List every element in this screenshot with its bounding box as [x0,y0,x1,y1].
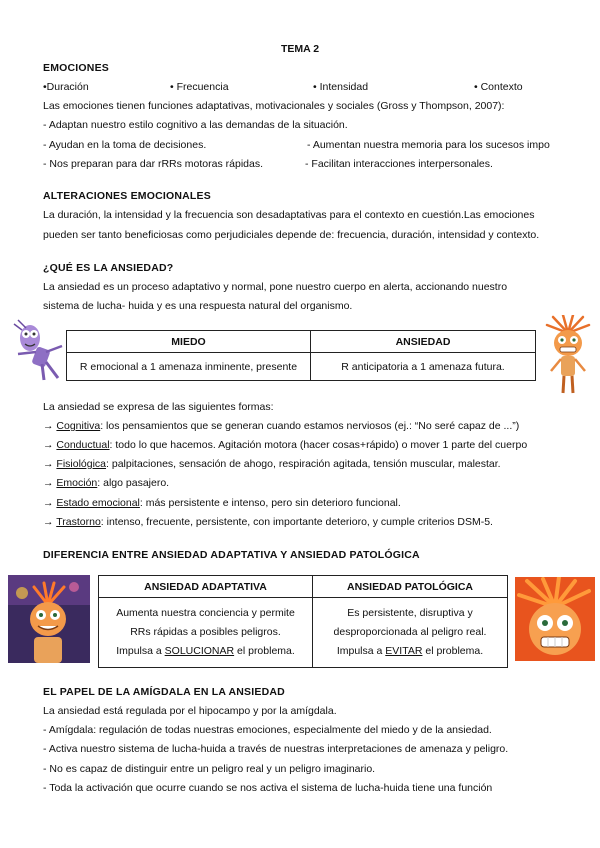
heading-diferencia: DIFERENCIA ENTRE ANSIEDAD ADAPTATIVA Y ANSIEDAD PATOLÓGICA [43,549,420,561]
cell-adaptativa [99,598,313,668]
amigdala-line-5: - Toda la activación que ocurre cuando se nos activa el sistema de lucha-huida tiene una función [43,782,493,794]
miedo-ansiedad-table [66,330,536,381]
adaptativa-line-3: Impulsa a SOLUCIONAR el problema. [116,645,295,657]
amigdala-line-3: - Activa nuestro sistema de lucha-huida a través de nuestras interpretaciones de amenaza y peligro. [43,743,509,755]
forma-item-fisiologica [43,455,501,474]
alteraciones-line-2: pueden ser tanto beneficiosas como perjudiciales depende de: frecuencia, duración, intensidad y contexto. [43,229,540,241]
forma-item-cognitiva [43,417,519,436]
emociones-line-2b: - Aumentan nuestra memoria para los sucesos impo [307,139,550,151]
anxiety-scene-image-left [8,575,90,663]
forma-item-estado-emocional [43,494,401,513]
arrow-icon: → [43,516,57,528]
ansiedad-line-1: La ansiedad es un proceso adaptativo y normal, pone nuestro cuerpo en alerta, accionando nuestro [43,281,508,293]
bullet-contexto: • Contexto [474,81,523,93]
cell-ansiedad: R anticipatoria a 1 amenaza futura. [311,353,536,381]
adaptativa-line-1: Aumenta nuestra conciencia y permite [116,607,295,619]
alteraciones-line-1: La duración, la intensidad y la frecuencia son desadaptativas para el contexto en cuestión.Las emociones [43,209,535,221]
arrow-icon: → [43,420,57,432]
forma-item-conductual [43,436,527,455]
arrow-icon: → [43,439,57,451]
page-title: TEMA 2 [280,43,320,55]
emociones-line-1: - Adaptan nuestro estilo cognitivo a las demandas de la situación. [43,119,348,131]
forma-desc: : intenso, frecuente, persistente, con importante deterioro, y cumple criterios DSM-5. [100,516,493,528]
fear-character-image [8,318,66,384]
forma-term: Cognitiva [56,420,101,432]
amigdala-line-1: La ansiedad está regulada por el hipocampo y por la amígdala. [43,705,337,717]
forma-item-emocion [43,474,169,493]
forma-desc: : todo lo que hacemos. Agitación motora (hacer cosas+rápido) o mover 1 parte del cuerpo [109,439,528,451]
forma-desc: : más persistente e intenso, pero sin deterioro funcional. [139,497,401,509]
arrow-icon: → [43,458,57,470]
arrow-icon: → [43,497,57,509]
header-adaptativa: ANSIEDAD ADAPTATIVA [99,576,313,598]
cell-patologica [313,598,508,668]
arrow-icon: → [43,477,57,489]
bullet-frecuencia: • Frecuencia [170,81,229,93]
forma-term: Conductual [56,439,110,451]
heading-que-es-ansiedad: ¿QUÉ ES LA ANSIEDAD? [43,262,174,274]
cell-miedo: R emocional a 1 amenaza inminente, presente [67,353,311,381]
patologica-line-2: desproporcionada al peligro real. [333,626,487,638]
adaptativa-line-2: RRs rápidas a posibles peligros. [130,626,281,638]
patologica-line-1: Es persistente, disruptiva y [347,607,473,619]
emociones-line-3a: - Nos preparan para dar rRRs motoras rápidas. [43,158,264,170]
ansiedad-line-2: sistema de lucha- huida y es una respuesta natural del organismo. [43,300,353,312]
patologica-line-3: Impulsa a EVITAR el problema. [336,645,484,657]
forma-desc: : algo pasajero. [97,477,170,489]
forma-term: Trastorno [56,516,101,528]
forma-desc: : palpitaciones, sensación de ahogo, respiración agitada, tensión muscular, malestar. [106,458,501,470]
bullet-duracion: •Duración [43,81,89,93]
amigdala-line-2: - Amígdala: regulación de todas nuestras emociones, especialmente del miedo y de la ansiedad. [43,724,492,736]
header-miedo: MIEDO [67,331,311,353]
heading-emociones: EMOCIONES [43,62,109,74]
forma-term: Fisiológica [56,458,107,470]
heading-alteraciones: ALTERACIONES EMOCIONALES [43,190,211,202]
forma-term: Estado emocional [56,497,140,509]
forma-desc: : los pensamientos que se generan cuando estamos nerviosos (ej.: “No seré capaz de ...”) [100,420,520,432]
amigdala-line-4: - No es capaz de distinguir entre un peligro real y un peligro imaginario. [43,763,376,775]
heading-amigdala: EL PAPEL DE LA AMÍGDALA EN LA ANSIEDAD [43,686,285,698]
emociones-intro: Las emociones tienen funciones adaptativas, motivacionales y sociales (Gross y Thompson, 2007): [43,100,505,112]
anxiety-character-image [543,315,593,395]
anxiety-face-image-right [515,577,595,661]
forma-term: Emoción [56,477,98,489]
adaptativa-patologica-table [98,575,508,668]
header-patologica: ANSIEDAD PATOLÓGICA [313,576,508,598]
emociones-line-3b: - Facilitan interacciones interpersonales. [305,158,493,170]
emociones-line-2a: - Ayudan en la toma de decisiones. [43,139,207,151]
header-ansiedad: ANSIEDAD [311,331,536,353]
bullet-intensidad: • Intensidad [313,81,369,93]
forma-item-trastorno [43,513,493,532]
formas-intro: La ansiedad se expresa de las siguientes formas: [43,401,274,413]
